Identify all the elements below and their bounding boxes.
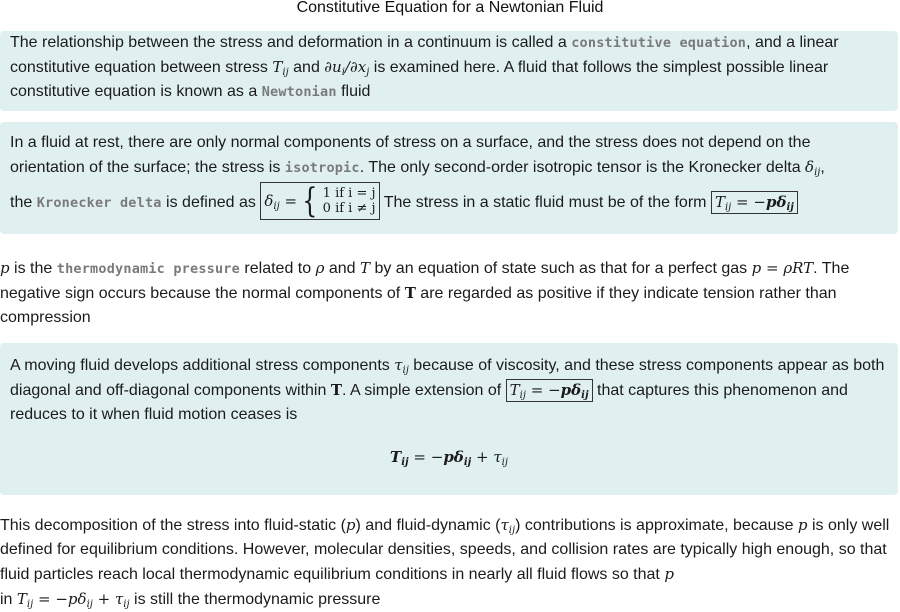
text: in bbox=[0, 591, 17, 608]
kronecker-definition-equation: $\delta_{ij}$ = { 1 if i = j 0 if i ≠ j bbox=[260, 182, 379, 220]
math-tau-ij: $\tau_{ij}$ bbox=[394, 356, 409, 376]
text: . The only second-order isotropic tensor is the Kronecker delta bbox=[359, 159, 806, 176]
text: by an equation of state such as that for a perfect gas bbox=[370, 260, 752, 277]
math-p: p bbox=[664, 565, 674, 583]
math-T: T bbox=[360, 259, 371, 277]
text: The stress in a static fluid must be of the form bbox=[379, 194, 711, 212]
math-du-dx: $\partial u_i/\partial x_j$ bbox=[324, 58, 370, 78]
text: is examined here. A fluid that follows the simplest possible linear constitutive equation is known as a bbox=[10, 59, 829, 100]
text: is the bbox=[9, 260, 57, 277]
text: This decomposition of the stress into fluid-static ( bbox=[0, 517, 346, 534]
text: are regarded as positive if they indicate tension rather than compression bbox=[0, 285, 837, 326]
term-kronecker-delta: Kronecker delta bbox=[36, 195, 162, 212]
math-p: p bbox=[797, 516, 808, 534]
math-p: p bbox=[345, 516, 356, 534]
text: , and a linear constitutive equation between stress bbox=[10, 34, 839, 76]
term-isotropic: isotropic bbox=[284, 160, 360, 176]
text: is defined as bbox=[161, 194, 261, 212]
math-stress-decomposition: $T_{ij}$ bbox=[16, 590, 34, 610]
text: because of viscosity, and these stress components appear as both diagonal and off-diagonal components within bbox=[10, 357, 885, 399]
pressure-paragraph: p is the thermodynamic pressure related to ρ and T by an equation of state such as that for a perfect gas p = ρRT. The negative sign occurs because the normal components of T are regarded as positive if they indicate tension rather than compression bbox=[0, 259, 850, 326]
term-newtonian: Newtonian bbox=[261, 84, 337, 100]
decomposition-paragraph: This decomposition of the stress into fluid-static (p) and fluid-dynamic $(\tau_{ij})$ contributions is approximate, because p is only well defined for equilibrium conditions. However, molecular densities, speeds, and collision rates are typically high enough, so that fluid particles reach local thermodynamic equilibrium conditions in nearly all fluid flows so that p in $T_{ij} = -p\delta_{ij} + \tau_{ij}$ is still the thermodynamic pressure bbox=[0, 516, 890, 610]
text: is only well defined for equilibrium conditions. However, molecular densities, speeds, and collision rates are typically high enough, so that fluid particles reach local thermodynamic equilibrium conditions in nearly all fluid flows so that bbox=[0, 517, 890, 583]
text: that captures this phenomenon and reduces to it when fluid motion ceases is bbox=[10, 382, 848, 423]
page-title: Constitutive Equation for a Newtonian Fluid bbox=[296, 0, 604, 16]
term-constitutive-equation: constitutive equation bbox=[571, 35, 747, 51]
text: and bbox=[324, 260, 360, 277]
text: In a fluid at rest, there are only normal components of stress on a surface, and the stress does not depend on the orientation of the surface; the stress is bbox=[10, 134, 811, 176]
math-rho: ρ bbox=[315, 259, 325, 277]
case-not-equal: 0 if i ≠ j bbox=[322, 201, 376, 216]
text: The relationship between the stress and deformation in a continuum is called a bbox=[10, 34, 572, 51]
static-fluid-box bbox=[0, 122, 898, 234]
math-delta-ij: $\delta_{ij}$ bbox=[805, 158, 821, 178]
intro-box bbox=[0, 31, 898, 111]
text: , bbox=[820, 159, 825, 176]
math-tau-ij: $\tau_{ij}$ bbox=[500, 516, 516, 536]
static-stress-equation: $T_{ij} = -p\delta_{ij}$ bbox=[711, 191, 798, 214]
static-stress-equation: $T_{ij} = -p\delta_{ij}$ bbox=[506, 379, 593, 402]
newtonian-stress-equation: $T_{ij} = -p\delta_{ij} + \tau_{ij}$ bbox=[390, 448, 508, 468]
math-Tij: $T_{ij}$ bbox=[272, 58, 289, 78]
text: the bbox=[10, 194, 37, 212]
text: fluid bbox=[336, 83, 371, 100]
math-p: p bbox=[0, 259, 10, 277]
text: . A simple extension of bbox=[342, 382, 506, 399]
text: related to bbox=[239, 260, 316, 277]
term-thermodynamic-pressure: thermodynamic pressure bbox=[56, 261, 240, 277]
text: ) and fluid-dynamic ( bbox=[355, 517, 501, 534]
text: and bbox=[288, 59, 325, 76]
math-T-bold: T bbox=[330, 381, 342, 399]
text: A moving fluid develops additional stress components bbox=[10, 357, 395, 374]
text: is still the thermodynamic pressure bbox=[129, 591, 381, 608]
math-T-bold: T bbox=[404, 284, 416, 302]
text: ) contributions is approximate, because bbox=[515, 517, 798, 534]
case-equal: 1 if i = j bbox=[322, 186, 376, 201]
moving-fluid-box bbox=[0, 343, 898, 495]
text: . The negative sign occurs because the normal components of bbox=[0, 260, 850, 302]
math-perfect-gas: p bbox=[751, 259, 762, 277]
